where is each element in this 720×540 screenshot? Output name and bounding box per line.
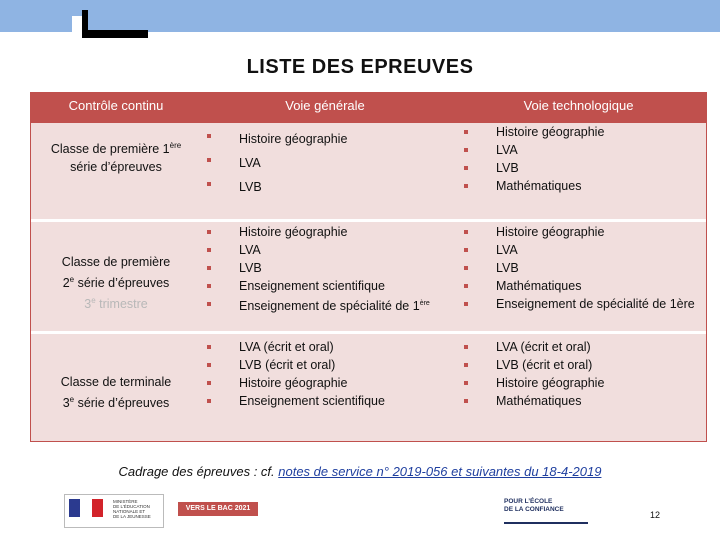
- row3-label-line2: 3e série d’épreuves: [62, 395, 170, 411]
- table-header: [31, 93, 706, 123]
- ministry-text: MINISTÈRE DE L’ÉDUCATION NATIONALE ET DE LA JEUNESSE: [113, 499, 151, 519]
- list-item: LVB: [207, 175, 347, 199]
- list-item: LVB (écrit et oral): [464, 356, 604, 374]
- row1-techno-list: [464, 123, 604, 195]
- row3-label-line1: Classe de terminale: [60, 375, 172, 389]
- note-de-service-link[interactable]: notes de service n° 2019-056 et suivantes du 18-4-2019: [278, 464, 602, 479]
- list-item: Enseignement de spécialité de 1ère: [464, 295, 695, 313]
- list-item: Enseignement scientifique: [207, 392, 385, 410]
- list-item: Histoire géographie: [207, 127, 347, 151]
- corner-mark-horizontal: [82, 30, 148, 38]
- list-item: LVA: [207, 241, 430, 259]
- cadrage-note: Cadrage des épreuves : cf. notes de service n° 2019-056 et suivantes du 18-4-2019: [118, 464, 602, 479]
- list-item: Histoire géographie: [464, 374, 604, 392]
- row2-label: [31, 253, 201, 313]
- row3-generale-list: [207, 338, 385, 410]
- list-item: LVA: [464, 141, 604, 159]
- list-item: LVB: [464, 159, 604, 177]
- row2-generale-list: [207, 223, 430, 315]
- row3-label: [31, 373, 201, 412]
- list-item: LVA: [207, 151, 347, 175]
- list-item: Enseignement scientifique: [207, 277, 430, 295]
- ecole-confiance-logo: POUR L’ÉCOLE DE LA CONFIANCE: [504, 498, 564, 513]
- row2-techno-list: [464, 223, 695, 313]
- list-item: LVA (écrit et oral): [207, 338, 385, 356]
- list-item: LVB: [464, 259, 695, 277]
- row2-label-faint: 3e trimestre: [84, 296, 148, 312]
- header-voie-generale: Voie générale: [285, 98, 365, 113]
- row2-label-line2: 2e série d’épreuves: [62, 275, 170, 291]
- list-item: Mathématiques: [464, 177, 604, 195]
- top-banner: [0, 0, 720, 32]
- row3-techno-list: [464, 338, 604, 410]
- list-item: Mathématiques: [464, 277, 695, 295]
- list-item: Enseignement de spécialité de 1ère: [207, 295, 430, 315]
- list-item: LVA (écrit et oral): [464, 338, 604, 356]
- row1-label-line1: Classe de première 1ère: [50, 141, 182, 157]
- list-item: Histoire géographie: [207, 223, 430, 241]
- header-voie-technologique: Voie technologique: [523, 98, 634, 113]
- row1-generale-list: [207, 127, 347, 199]
- ministry-logo: [64, 494, 164, 528]
- list-item: Histoire géographie: [207, 374, 385, 392]
- row1-label-line2: série d’épreuves: [70, 160, 162, 175]
- page-number: 12: [650, 510, 661, 520]
- logo-underline: [504, 522, 588, 524]
- list-item: LVA: [464, 241, 695, 259]
- row-separator: [31, 331, 706, 334]
- header-controle-continu: Contrôle continu: [68, 98, 164, 113]
- list-item: Histoire géographie: [464, 123, 604, 141]
- epreuves-table: [30, 92, 707, 442]
- list-item: Histoire géographie: [464, 223, 695, 241]
- list-item: Mathématiques: [464, 392, 604, 410]
- row2-label-line1: Classe de première: [61, 255, 171, 269]
- list-item: LVB (écrit et oral): [207, 356, 385, 374]
- row-separator: [31, 219, 706, 222]
- french-flag-icon: [69, 499, 103, 517]
- list-item: LVB: [207, 259, 430, 277]
- bac-2021-badge: VERS LE BAC 2021: [178, 502, 258, 516]
- row1-label: [31, 137, 201, 176]
- slide-title: LISTE DES EPREUVES: [246, 56, 474, 78]
